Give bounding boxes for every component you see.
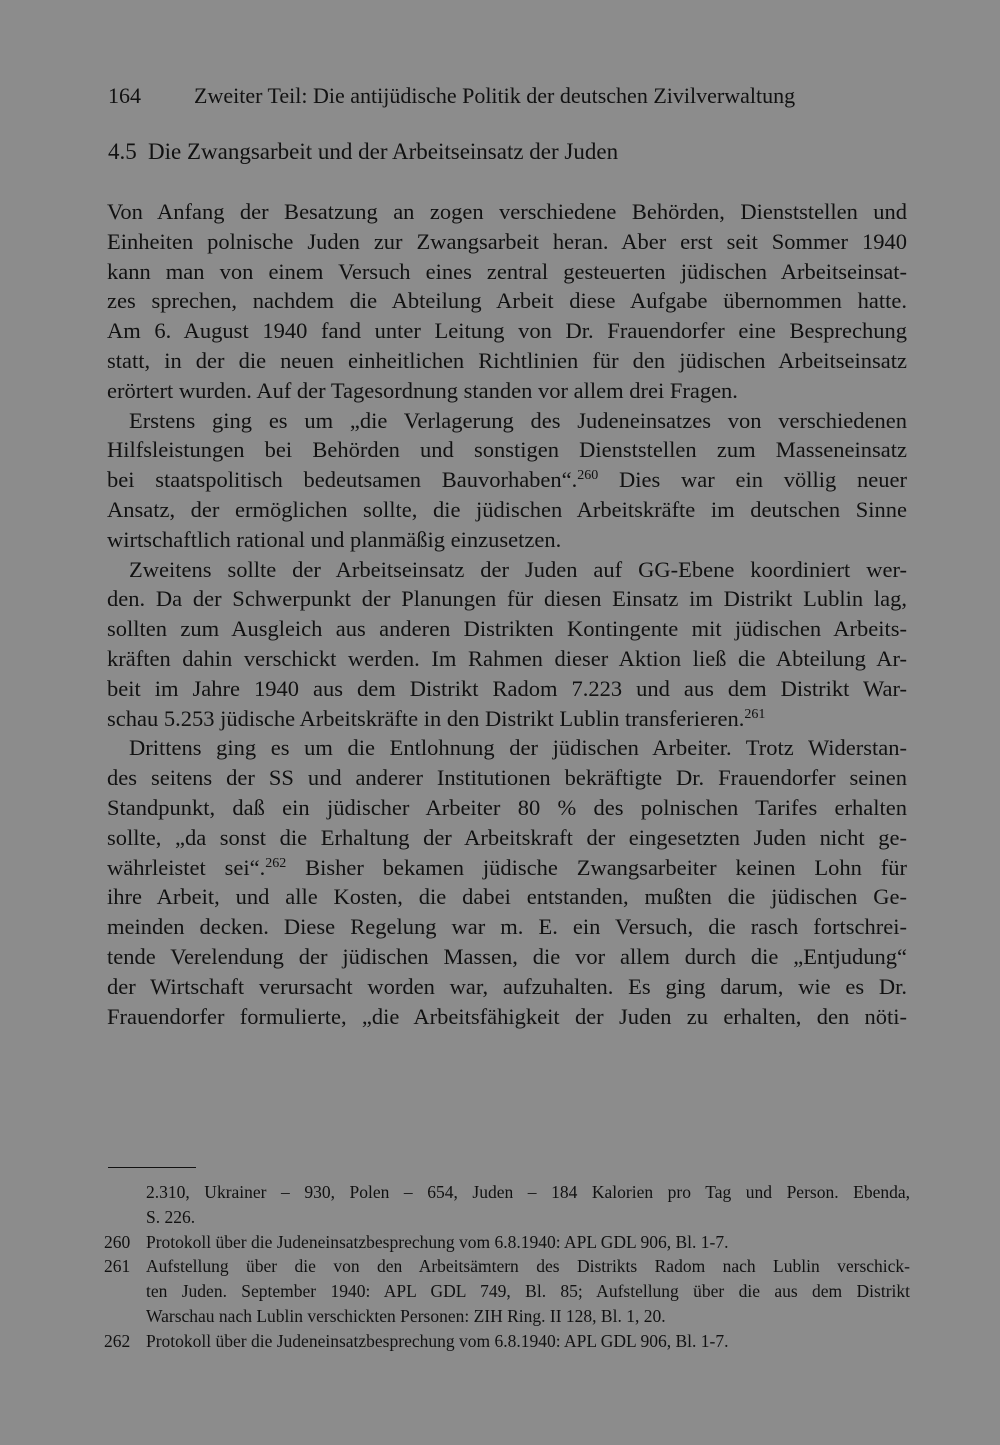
footnote-separator	[108, 1167, 196, 1168]
text-line: beit im Jahre 1940 aus dem Distrikt Radom 7.223 und aus dem Distrikt War-	[107, 675, 907, 701]
text-line: meinden decken. Diese Regelung war m. E. ein Versuch, die rasch fortschrei-	[107, 914, 907, 940]
footnote-text	[146, 1230, 910, 1255]
paragraph	[107, 197, 907, 406]
footnote-number	[104, 1180, 146, 1230]
paragraph	[107, 733, 907, 1031]
section-title: Die Zwangsarbeit und der Arbeitseinsatz der Juden	[148, 139, 619, 164]
footnotes	[104, 1180, 910, 1354]
paragraph	[107, 406, 907, 555]
text-line: den. Da der Schwerpunkt der Planungen für diesen Einsatz im Distrikt Lublin lag,	[107, 586, 907, 612]
text-line: Zweitens sollte der Arbeitseinsatz der Juden auf GG-Ebene koordiniert wer-	[129, 556, 907, 582]
text-line: bei staatspolitisch bedeutsamen Bauvorhaben“.$^{260}$ Dies war ein völlig neuer	[107, 467, 907, 493]
footnote-line: ten Juden. September 1940: APL GDL 749, Bl. 85; Aufstellung über die aus dem Distrikt	[146, 1281, 910, 1302]
text-line: Einheiten polnische Juden zur Zwangsarbeit heran. Aber erst seit Sommer 1940	[107, 228, 907, 254]
text-line: kräften dahin verschickt werden. Im Rahmen dieser Aktion ließ die Abteilung Ar-	[107, 645, 907, 671]
footnote	[104, 1329, 910, 1354]
footnote-text	[146, 1180, 910, 1230]
footnote-line: Protokoll über die Judeneinsatzbesprechung vom 6.8.1940: APL GDL 906, Bl. 1-7.	[146, 1231, 729, 1252]
text-line: sollte, „da sonst die Erhaltung der Arbeitskraft der eingesetzten Juden nicht ge-	[107, 824, 907, 850]
footnote	[104, 1254, 910, 1328]
text-line: Standpunkt, daß ein jüdischer Arbeiter 80 % des polnischen Tarifes erhalten	[107, 794, 907, 820]
footnote-line: Protokoll über die Judeneinsatzbesprechung vom 6.8.1940: APL GDL 906, Bl. 1-7.	[146, 1330, 729, 1351]
page-number: 164	[108, 83, 141, 108]
text-line: Am 6. August 1940 fand unter Leitung von Dr. Frauendorfer eine Besprechung	[107, 318, 907, 344]
footnote-line: S. 226.	[146, 1206, 196, 1227]
footnote-number: 262	[104, 1330, 131, 1351]
footnote-line: Aufstellung über die von den Arbeitsämtern des Distrikts Radom nach Lublin verschick-	[146, 1256, 910, 1277]
paragraph	[107, 555, 907, 734]
text-line: Erstens ging es um „die Verlagerung des Judeneinsatzes von verschiedenen	[129, 407, 907, 433]
text-line: kann man von einem Versuch eines zentral gesteuerten jüdischen Arbeitseinsat-	[107, 258, 907, 284]
text-line: tende Verelendung der jüdischen Massen, die vor allem durch die „Entjudung“	[107, 943, 907, 969]
footnote-number: 261	[104, 1256, 131, 1277]
footnote-line: 2.310, Ukrainer – 930, Polen – 654, Juden – 184 Kalorien pro Tag und Person. Ebenda,	[146, 1182, 910, 1202]
footnote-line: Warschau nach Lublin verschickten Personen: ZIH Ring. II 128, Bl. 1, 20.	[146, 1305, 666, 1326]
footnote	[104, 1230, 910, 1255]
text-line: wirtschaftlich rational und planmäßig einzusetzen.	[107, 526, 562, 552]
section-heading	[108, 136, 618, 168]
text-line: zes sprechen, nachdem die Abteilung Arbeit diese Aufgabe übernommen hatte.	[107, 288, 907, 314]
footnote-reference[interactable]: 261	[744, 706, 766, 722]
text-line: des seitens der SS und anderer Institutionen bekräftigte Dr. Frauendorfer seinen	[107, 765, 907, 791]
running-title: Zweiter Teil: Die antijüdische Politik der deutschen Zivilverwaltung	[194, 83, 796, 108]
footnote-text	[146, 1329, 910, 1354]
footnote-reference[interactable]: 260	[577, 468, 599, 484]
footnote-number: 260	[104, 1231, 131, 1252]
text-line: erörtert wurden. Auf der Tagesordnung standen vor allem drei Fragen.	[107, 377, 738, 403]
text-line: der Wirtschaft verursacht worden war, aufzuhalten. Es ging darum, wie es Dr.	[107, 973, 907, 999]
footnote	[104, 1180, 910, 1230]
text-line: Ansatz, der ermöglichen sollte, die jüdischen Arbeitskräfte im deutschen Sinne	[107, 496, 907, 522]
text-line: Hilfsleistungen bei Behörden und sonstigen Dienststellen zum Masseneinsatz	[107, 437, 907, 463]
footnote-reference[interactable]: 262	[265, 855, 287, 871]
body-text	[107, 197, 907, 1031]
running-header	[108, 80, 795, 112]
text-line: Von Anfang der Besatzung an zogen verschiedene Behörden, Dienststellen und	[107, 199, 907, 224]
text-line: Drittens ging es um die Entlohnung der jüdischen Arbeiter. Trotz Widerstan-	[129, 735, 907, 761]
text-line: Frauendorfer formulierte, „die Arbeitsfähigkeit der Juden zu erhalten, den nöti-	[107, 1003, 907, 1029]
footnote-text	[146, 1254, 910, 1328]
text-line: statt, in der die neuen einheitlichen Richtlinien für den jüdischen Arbeitseinsatz	[107, 347, 907, 373]
text-line: sollten zum Ausgleich aus anderen Distrikten Kontingente mit jüdischen Arbeits-	[107, 616, 907, 642]
section-number: 4.5	[108, 139, 137, 164]
text-line: ihre Arbeit, und alle Kosten, die dabei entstanden, mußten die jüdischen Ge-	[107, 884, 907, 910]
text-line: schau 5.253 jüdische Arbeitskräfte in den Distrikt Lublin transferieren.$^{261}$	[107, 705, 766, 731]
text-line: währleistet sei“.$^{262}$ Bisher bekamen jüdische Zwangsarbeiter keinen Lohn für	[107, 854, 907, 880]
